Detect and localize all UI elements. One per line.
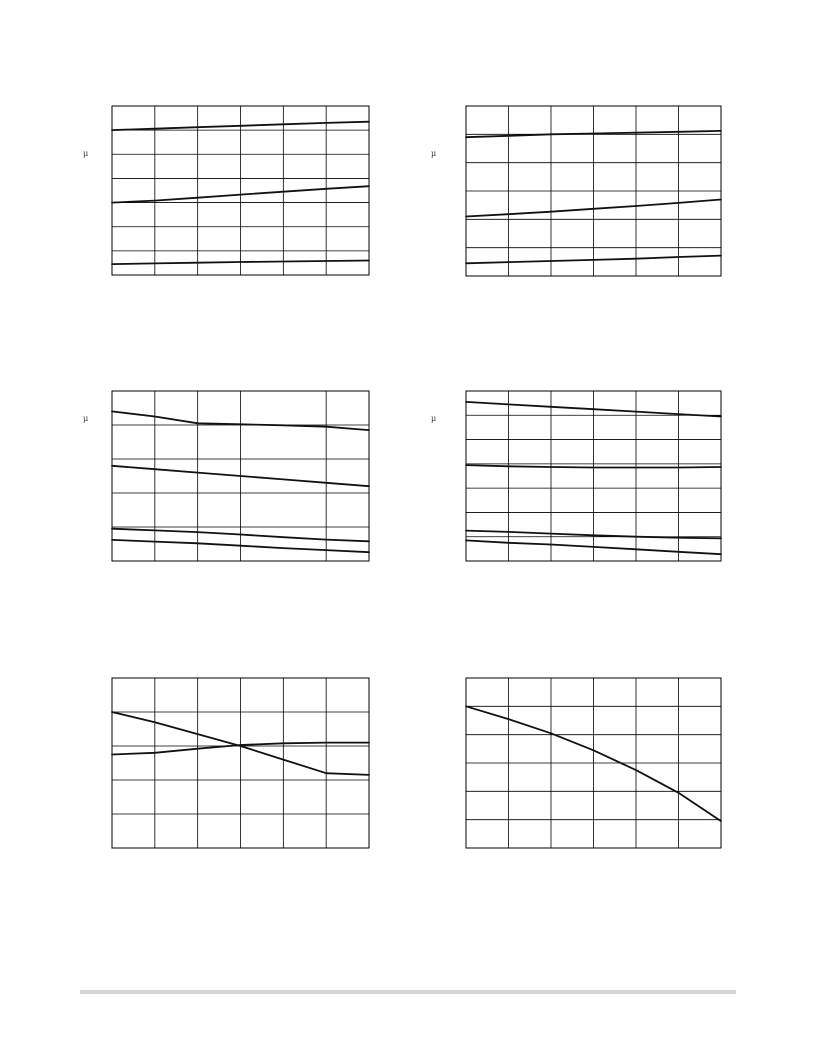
chart-4-y-unit-label: µ — [431, 413, 437, 423]
chart-1-y-unit-label: µ — [83, 148, 89, 158]
footer-rule — [80, 990, 736, 994]
chart-2-y-unit-label: µ — [431, 148, 437, 158]
chart-3-y-unit-label: µ — [83, 413, 89, 423]
